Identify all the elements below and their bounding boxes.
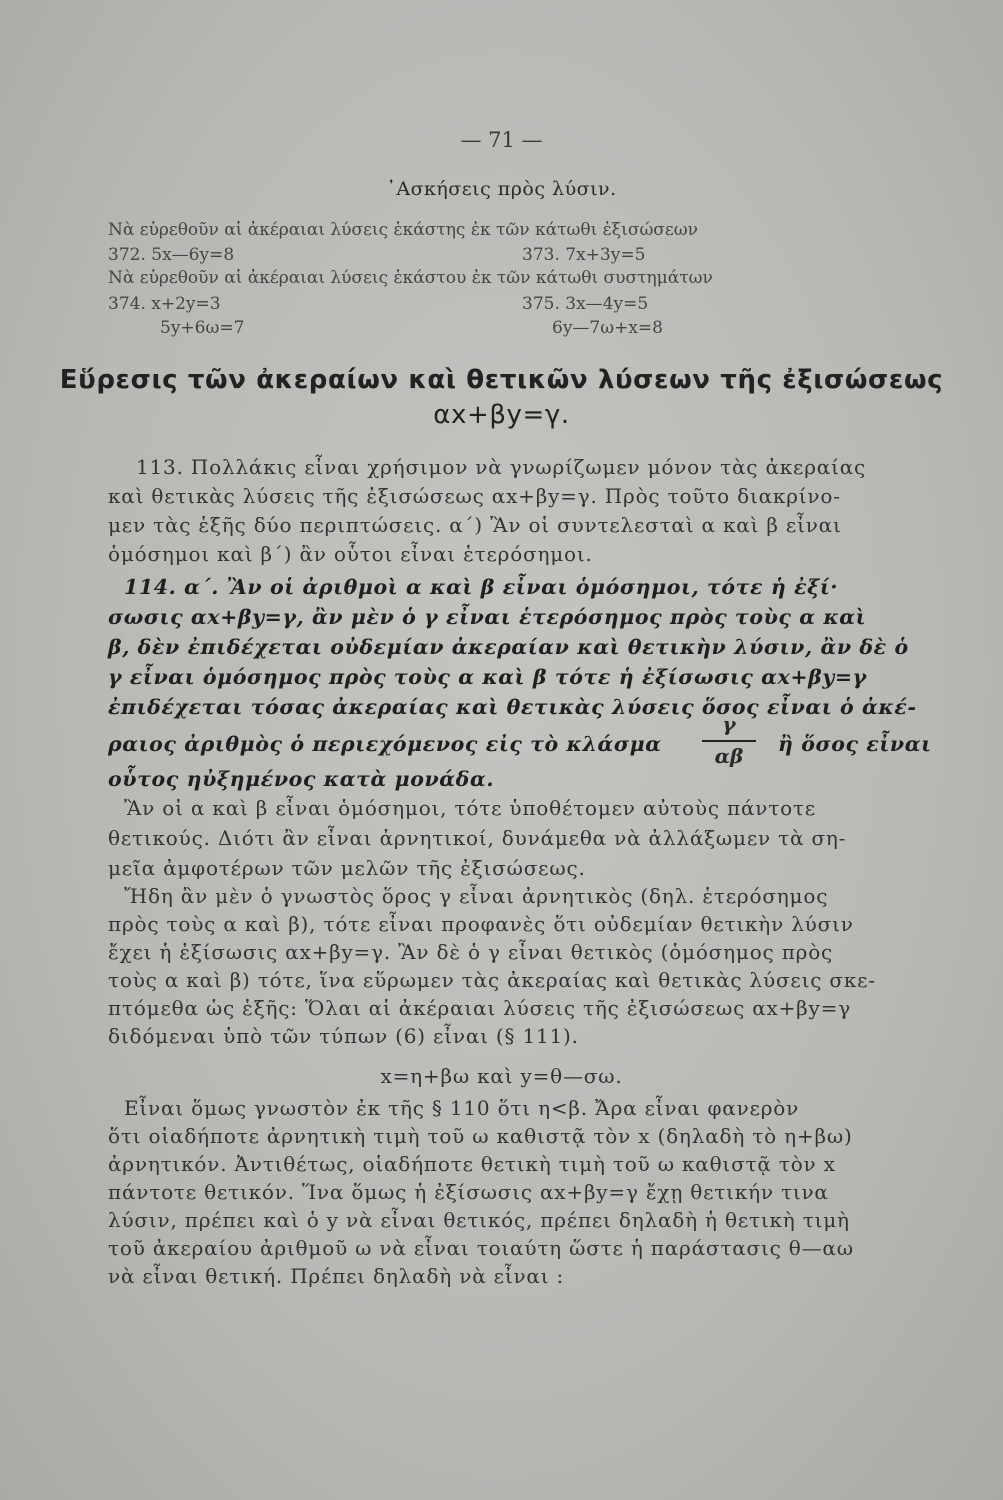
exercise-374-line-1: 374. x+2y=3 [108,294,221,314]
p114-body-line-15: λύσιν, πρέπει καὶ ὁ y νὰ εἶναι θετικός, πρέπει δηλαδὴ ἡ θετικὴ τιμὴ [108,1208,850,1232]
p114-body-line-13: ἀρνητικόν. Ἀντιθέτως, οἱαδήποτε θετικὴ τιμὴ τοῦ ω καθιστᾷ τὸν x [108,1152,836,1176]
p113-line-3: μεν τὰς ἑξῆς δύο περιπτώσεις. α΄) Ἂν οἱ συντελεσταὶ α καὶ β εἶναι [108,513,842,537]
p114-body-line-9: διδόμεναι ὑπὸ τῶν τύπων (6) εἶναι (§ 111). [108,1024,579,1048]
section-title: Εὕρεσις τῶν ἀκεραίων καὶ θετικῶν λύσεων τῆς ἐξισώσεως [59,365,944,395]
formula-x-y: x=η+βω καὶ y=θ—σω. [380,1064,623,1088]
p114-theorem-line-1: 114. α΄. Ἂν οἱ ἀριθμοὶ α καὶ β εἶναι ὁμόσημοι, τότε ἡ ἐξί· [124,575,839,599]
p114-theorem-line-5: ἐπιδέχεται τόσας ἀκεραίας καὶ θετικὰς λύσεις ὅσος εἶναι ὁ ἀκέ- [108,695,917,719]
exercise-375-line-1: 375. 3x—4y=5 [522,294,649,314]
exercise-374-line-2: 5y+6ω=7 [160,318,245,338]
p114-body-line-4: Ἤδη ἂν μὲν ὁ γνωστὸς ὅρος γ εἶναι ἀρνητικὸς (δηλ. ἑτερόσημος [124,884,829,908]
section-equation: αx+βy=γ. [433,400,570,430]
p114-theorem-line-6b [690,732,932,756]
p114-body-line-16: τοῦ ἀκεραίου ἀριθμοῦ ω νὰ εἶναι τοιαύτη ὥστε ἡ παράστασις θ—αω [108,1236,854,1260]
p114-body-line-17: νὰ εἶναι θετική. Πρέπει δηλαδὴ νὰ εἶναι : [108,1264,565,1288]
exercise-372: 372. 5x—6y=8 [108,245,235,265]
p114-body-line-1: Ἂν οἱ α καὶ β εἶναι ὁμόσημοι, τότε ὑποθέτομεν αὐτοὺς πάντοτε [124,796,816,820]
p114-body-line-7: τοὺς α καὶ β) τότε, ἵνα εὕρωμεν τὰς ἀκεραίας καὶ θετικὰς λύσεις σκε- [108,968,876,992]
p113-line-1: 113. Πολλάκις εἶναι χρήσιμον νὰ γνωρίζωμεν μόνον τὰς ἀκεραίας [136,455,867,479]
exercises-intro-1: Νὰ εὑρεθοῦν αἱ ἀκέραιαι λύσεις ἑκάστης ἐκ τῶν κάτωθι ἐξισώσεων [108,220,698,240]
exercise-375-line-2: 6y—7ω+x=8 [552,318,663,338]
p114-body-line-6: ἔχει ἡ ἐξίσωσις αx+βy=γ. Ἂν δὲ ὁ γ εἶναι θετικὸς (ὁμόσημος πρὸς [108,940,834,964]
p114-theorem-line-6: ραιος ἀριθμὸς ὁ περιεχόμενος εἰς τὸ κλάσμα [108,732,662,756]
p114-theorem-line-3: β, δὲν ἐπιδέχεται οὐδεμίαν ἀκεραίαν καὶ θετικὴν λύσιν, ἂν δὲ ὁ [108,635,909,659]
p113-line-4: ὁμόσημοι καὶ β΄) ἂν οὗτοι εἶναι ἑτερόσημοι. [108,542,593,566]
p114-body-line-3: μεῖα ἀμφοτέρων τῶν μελῶν τῆς ἐξισώσεως. [108,856,586,880]
p114-theorem-line-2: σωσις αx+βy=γ, ἂν μὲν ὁ γ εἶναι ἑτερόσημος πρὸς τοὺς α καὶ [108,605,867,629]
fraction-denominator: αβ [714,744,744,768]
p114-body-line-11: Εἶναι ὅμως γνωστὸν ἐκ τῆς § 110 ὅτι η<β. Ἄρα εἶναι φανερὸν [124,1096,800,1120]
p114-theorem-line-7: οὗτος ηὐξημένος κατὰ μονάδα. [108,767,495,791]
fraction-numerator: γ [722,712,736,736]
p114-body-line-5: πρὸς τοὺς α καὶ β), τότε εἶναι προφανὲς ὅτι οὐδεμίαν θετικὴν λύσιν [108,912,854,936]
p114-body-line-14: πάντοτε θετικόν. Ἵνα ὅμως ἡ ἐξίσωσις αx+βy=γ ἔχῃ θετικήν τινα [108,1180,829,1204]
p114-body-line-12: ὅτι οἱαδήποτε ἀρνητικὴ τιμὴ τοῦ ω καθιστᾷ τὸν x (δηλαδὴ τὸ η+βω) [108,1124,853,1148]
exercise-373: 373. 7x+3y=5 [522,245,646,265]
p114-theorem-line-4: γ εἶναι ὁμόσημος πρὸς τοὺς α καὶ β τότε ἡ ἐξίσωσις αx+βy=γ [108,665,867,689]
p114-body-line-8: πτόμεθα ὡς ἑξῆς: Ὅλαι αἱ ἀκέραιαι λύσεις τῆς ἐξισώσεως αx+βy=γ [108,996,851,1020]
exercises-heading: ᾿Ασκήσεις πρὸς λύσιν. [386,178,617,200]
p113-line-2: καὶ θετικὰς λύσεις τῆς ἐξισώσεως αx+βy=γ. Πρὸς τοῦτο διακρίνο- [108,484,841,508]
page-number: — 71 — [460,128,543,152]
p114-theorem-or: ἢ ὅσος εἶναι [778,732,932,756]
exercises-intro-2: Νὰ εὑρεθοῦν αἱ ἀκέραιαι λύσεις ἑκάστου ἐκ τῶν κάτωθι συστημάτων [108,268,713,288]
p114-body-line-2: θετικούς. Διότι ἂν εἶναι ἀρνητικοί, δυνάμεθα νὰ ἀλλάξωμεν τὰ ση- [108,826,847,850]
